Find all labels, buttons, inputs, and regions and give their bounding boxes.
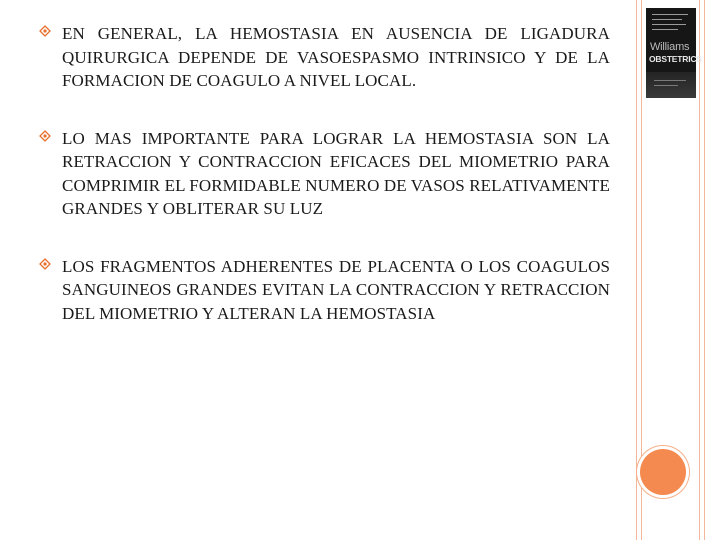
bullet-text: LO MAS IMPORTANTE PARA LOGRAR LA HEMOSTASIA SON LA RETRACCION Y CONTRACCION EFICACES DEL MIOMETRIO PARA COMPRIMIR EL FORMIDABLE NUMERO DE VASOS RELATIVAMENTE GRANDES Y OBLITERAR SU LUZ xyxy=(62,128,610,218)
book-title-line1: Williams xyxy=(650,41,690,53)
decorative-rail xyxy=(699,0,700,540)
bullet-list xyxy=(40,22,610,325)
bullet-item xyxy=(40,127,610,221)
decorative-rail xyxy=(641,0,642,540)
book-cover-image xyxy=(646,8,702,98)
book-cover-band xyxy=(646,72,696,98)
bullet-text: LOS FRAGMENTOS ADHERENTES DE PLACENTA O LOS COAGULOS SANGUINEOS GRANDES EVITAN LA CONTRACCION Y RETRACCION DEL MIOMETRIO Y ALTERAN LA HEMOSTASIA xyxy=(62,256,610,323)
book-title-line2: OBSTETRICS xyxy=(649,54,702,64)
decorative-circle xyxy=(640,449,686,495)
decorative-rail xyxy=(636,0,637,540)
bullet-text: EN GENERAL, LA HEMOSTASIA EN AUSENCIA DE LIGADURA QUIRURGICA DEPENDE DE VASOESPASMO INTRINSICO Y DE LA FORMACION DE COAGULO A NIVEL LOCAL. xyxy=(62,24,610,90)
diamond-bullet-icon xyxy=(40,131,50,141)
book-cover-lines xyxy=(652,14,692,34)
decorative-rail xyxy=(704,0,705,540)
diamond-bullet-icon xyxy=(40,259,50,269)
diamond-bullet-icon xyxy=(40,26,50,36)
bullet-item xyxy=(40,22,610,93)
bullet-item xyxy=(40,255,610,326)
